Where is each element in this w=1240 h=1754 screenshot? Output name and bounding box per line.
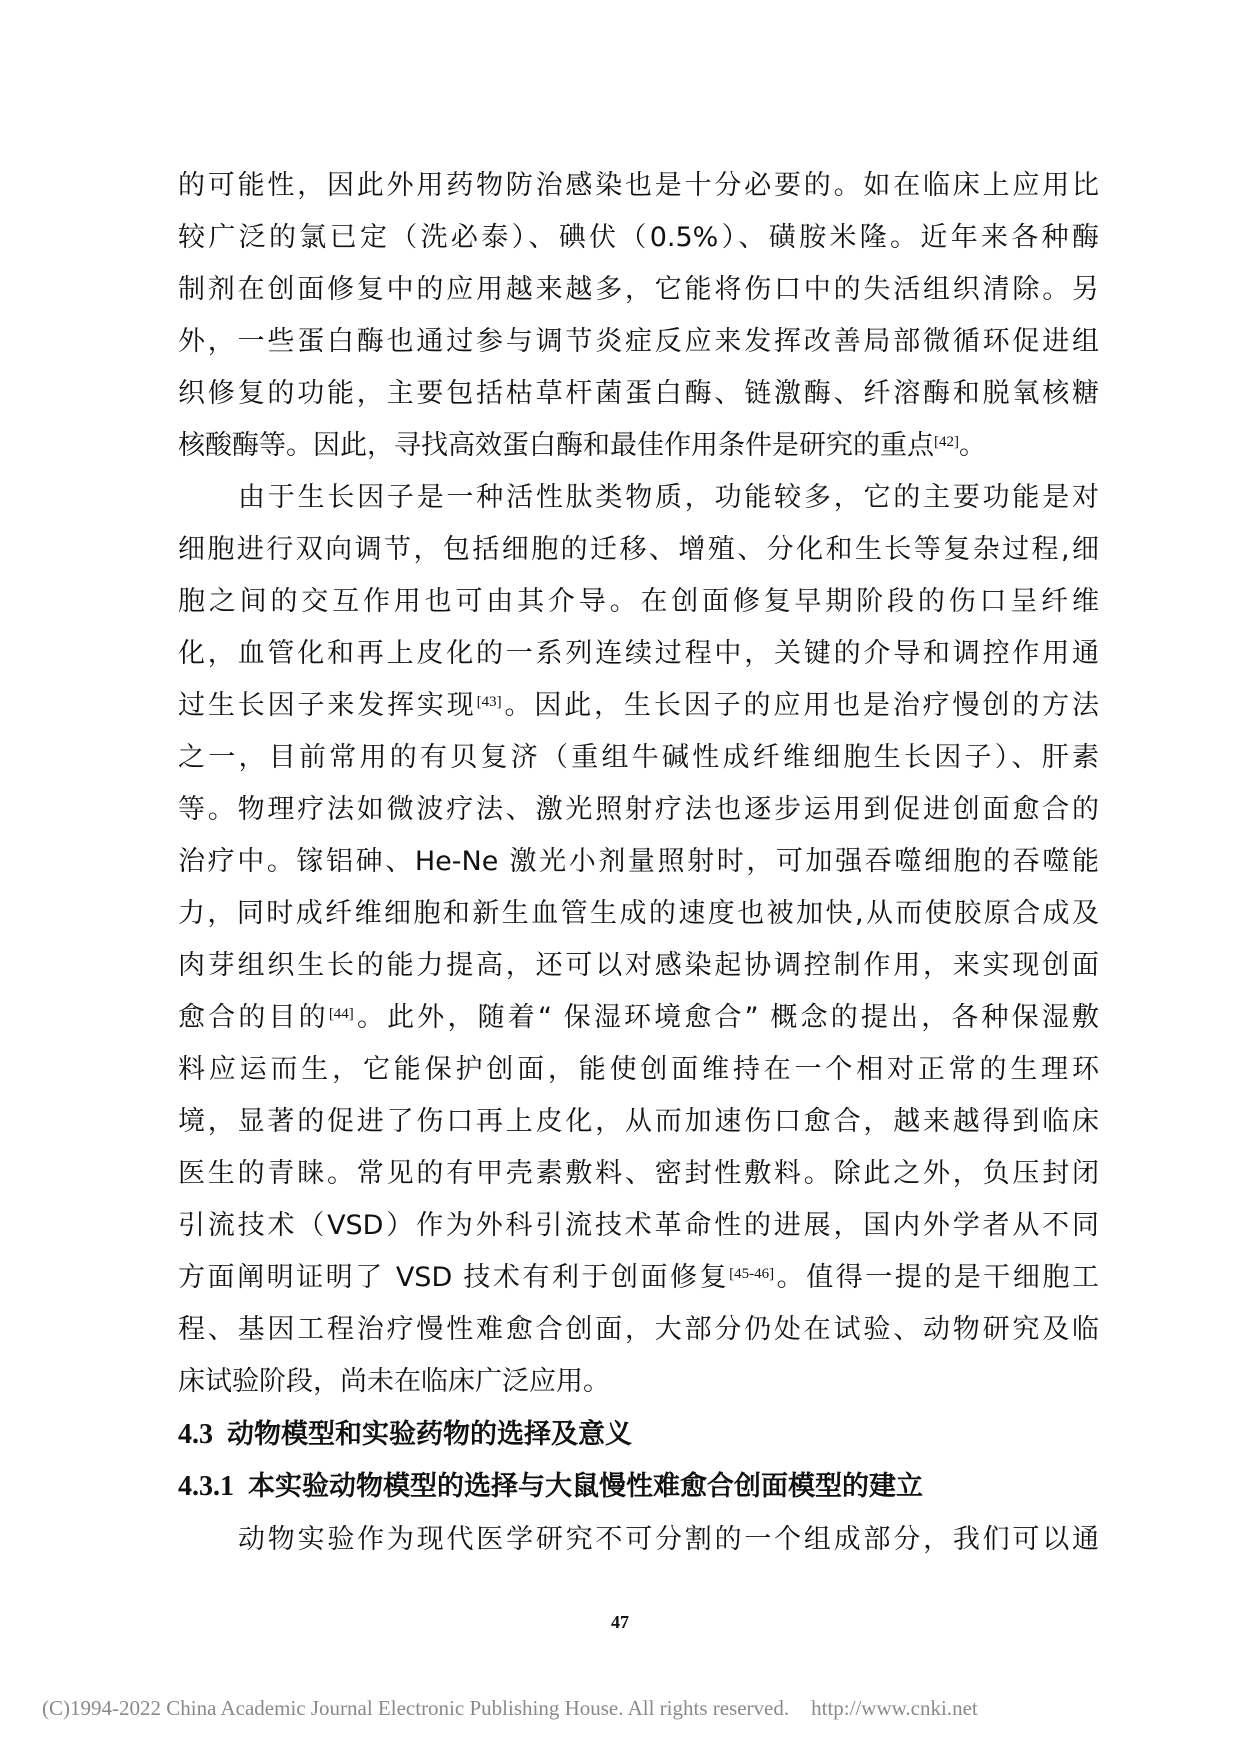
paragraph-line: 医生的青睐。常见的有甲壳素敷料、密封性敷料。除此之外，负压封闭 bbox=[178, 1158, 1099, 1189]
paragraph-line: 程、基因工程治疗慢性难愈合创面，大部分仍处在试验、动物研究及临 bbox=[178, 1314, 1099, 1345]
citation-ref: [44] bbox=[328, 1006, 354, 1022]
section-title: 本实验动物模型的选择与大鼠慢性难愈合创面模型的建立 bbox=[248, 1471, 923, 1502]
paragraph-line: 动物实验作为现代医学研究不可分割的一个组成部分，我们可以通 bbox=[238, 1524, 1099, 1555]
line-text: 方面阐明证明了 VSD 技术有利于创面修复 bbox=[178, 1262, 730, 1293]
line-text: 愈合的目的 bbox=[178, 1002, 329, 1033]
paragraph-line: 力，同时成纤维细胞和新生血管生成的速度也被加快,从而使胶原合成及 bbox=[178, 898, 1099, 929]
paragraph-line bbox=[178, 1252, 1099, 1304]
line-end: 。值得一提的是干细胞工 bbox=[774, 1262, 1099, 1293]
line-end: 。此外，随着“ 保湿环境愈合” 概念的提出，各种保湿敷 bbox=[353, 1002, 1100, 1033]
paragraph-line: 引流技术（VSD）作为外科引流技术革命性的进展，国内外学者从不同 bbox=[178, 1210, 1099, 1241]
paragraph-line: 等。物理疗法如微波疗法、激光照射疗法也逐步运用到促进创面愈合的 bbox=[178, 794, 1099, 825]
paragraph-line: 制剂在创面修复中的应用越来越多，它能将伤口中的失活组织清除。另 bbox=[178, 274, 1099, 305]
section-number: 4.3.1 bbox=[178, 1471, 234, 1502]
section-number: 4.3 bbox=[178, 1419, 213, 1450]
paragraph-line: 细胞进行双向调节，包括细胞的迁移、增殖、分化和生长等复杂过程,细 bbox=[178, 534, 1099, 565]
footer-url[interactable]: http://www.cnki.net bbox=[811, 1696, 978, 1720]
paragraph-line: 床试验阶段，尚未在临床广泛应用。 bbox=[178, 1366, 610, 1397]
line-text: 过生长因子来发挥实现 bbox=[178, 690, 477, 721]
copyright-text: (C)1994-2022 China Academic Journal Electronic Publishing House. All rights reserved. bbox=[42, 1696, 790, 1720]
citation-ref: [45-46] bbox=[729, 1266, 775, 1282]
paragraph-line: 之一，目前常用的有贝复济（重组牛碱性成纤维细胞生长因子）、肝素 bbox=[178, 742, 1099, 773]
section-heading-4-3-1 bbox=[178, 1462, 1099, 1512]
paragraph-line: 料应运而生，它能保护创面，能使创面维持在一个相对正常的生理环 bbox=[178, 1054, 1099, 1085]
paragraph-line: 治疗中。镓铝砷、He-Ne 激光小剂量照射时，可加强吞噬细胞的吞噬能 bbox=[178, 846, 1099, 877]
paragraph-line: 织修复的功能，主要包括枯草杆菌蛋白酶、链激酶、纤溶酶和脱氧核糖 bbox=[178, 378, 1099, 409]
line-end: 。 bbox=[959, 430, 986, 461]
citation-ref: [43] bbox=[476, 694, 502, 710]
paragraph-line bbox=[178, 680, 1099, 732]
paragraph-line: 外，一些蛋白酶也通过参与调节炎症反应来发挥改善局部微循环促进组 bbox=[178, 326, 1099, 357]
section-heading-4-3 bbox=[178, 1410, 1099, 1460]
copyright-footer bbox=[42, 1696, 978, 1721]
paragraph-line bbox=[178, 420, 1099, 472]
paragraph-line: 由于生长因子是一种活性肽类物质，功能较多，它的主要功能是对 bbox=[238, 482, 1099, 513]
page-number: 47 bbox=[611, 1612, 629, 1632]
paragraph-line: 肉芽组织生长的能力提高，还可以对感染起协调控制作用，来实现创面 bbox=[178, 950, 1099, 981]
line-end: 。因此，生长因子的应用也是治疗慢创的方法 bbox=[501, 690, 1100, 721]
paragraph-line: 化，血管化和再上皮化的一系列连续过程中，关键的介导和调控作用通 bbox=[178, 638, 1099, 669]
paragraph-line bbox=[178, 992, 1099, 1044]
line-text: 核酸酶等。因此，寻找高效蛋白酶和最佳作用条件是研究的重点 bbox=[178, 430, 934, 461]
paragraph-line: 境，显著的促进了伤口再上皮化，从而加速伤口愈合，越来越得到临床 bbox=[178, 1106, 1099, 1137]
paragraph-line: 较广泛的氯已定（洗必泰）、碘伏（0.5%）、磺胺米隆。近年来各种酶 bbox=[178, 222, 1099, 253]
citation-ref: [42] bbox=[934, 434, 959, 450]
paragraph-line: 的可能性，因此外用药物防治感染也是十分必要的。如在临床上应用比 bbox=[178, 170, 1099, 201]
paragraph-line: 胞之间的交互作用也可由其介导。在创面修复早期阶段的伤口呈纤维 bbox=[178, 586, 1099, 617]
section-title: 动物模型和实验药物的选择及意义 bbox=[227, 1419, 632, 1450]
